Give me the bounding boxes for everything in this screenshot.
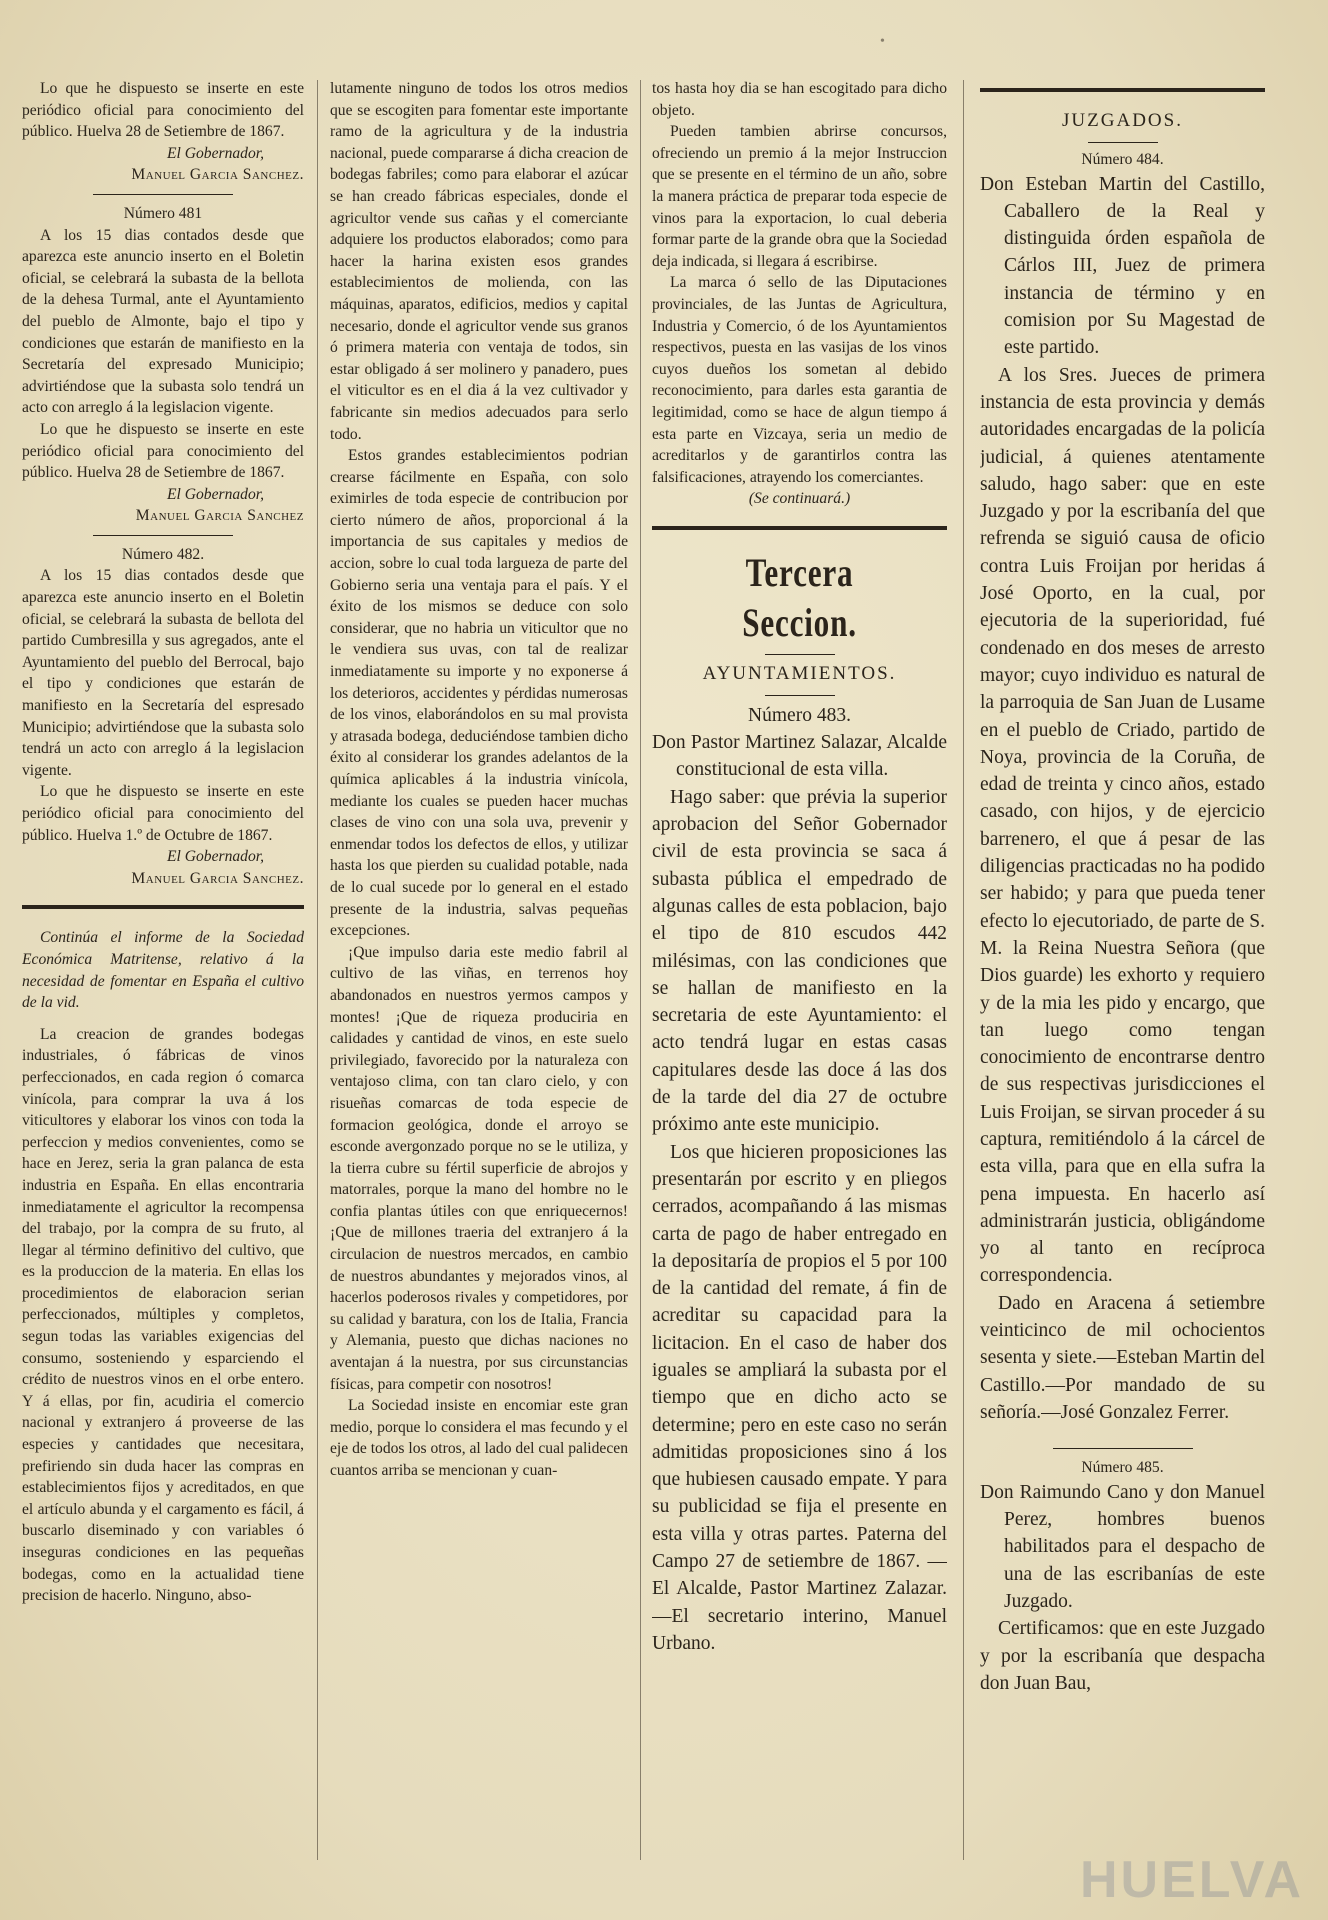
divider (765, 654, 835, 655)
paragraph: Hago saber: que prévia la superior aprobacion del Señor Gobernador civil de esta provincia se saca á subasta pública el empedrado de algunas calles de esta poblacion, bajo el tipo de 810 escudos 442 milésimas, con las condiciones que se hallan de manifiesto en la secretaria de este Ayuntamiento: el acto tendrá lugar en estas casas capitulares desde las doce á las dos de la tarde del dia 27 de octubre próximo ante este municipio. (652, 786, 947, 1136)
paragraph: ¡Que impulso daria este medio fabril al cultivo de las viñas, en terrenos hoy abandonados en nuestros yermos campos y montes! ¡Que de riqueza produciria en calidades y cantidad de vinos, en este suelo privilegiado, favorecido por la naturaleza con ventajoso clima, con tan claro cielo, y con risueñas comarcas de toda especie de formacion geológica, donde el arroyo se esconde avergonzado porque no se le utiliza, y la tierra cubre su fértil superficie de abrojos y matorrales, porque la mano del hombre no le confia plantas útiles con que enriquecernos! ¡Que de millones traeria del extranjero á la circulacion de nuestros mercados, en cambio de nuestros abundantes y mejorados vinos, al hacerlos poderosos rivales y competidores, por su calidad y baratura, con los de Italia, Francia y Alemania, puesto que dichas naciones no aventajan á la nuestra, por sus circunstancias físicas, para competir con nosotros! (330, 943, 628, 1393)
paragraph: Dado en Aracena á setiembre veinticinco de mil ochocientos sesenta y siete.—Esteban Martin del Castillo.—Por mandado de su señoría.—José Gonzalez Ferrer. (980, 1292, 1265, 1423)
paragraph: La creacion de grandes bodegas industriales, ó fábricas de vinos perfeccionados, en cada region ó comarca vinícola, para comprar la uva á los viticultores y elaborar los vinos con toda la perfeccion y medios convenientes, como se hace en Jerez, seria la gran palanca de esta industria en España. En ellas encontraria inmediatamente el agricultor la recompensa del trabajo, por la compra de su fruto, al llegar al término definitivo del cultivo, que es la produccion de la materia. En ellas los procedimientos de elaboracion serian perfeccionados, múltiples y completos, segun todas las variables exigencias del consumo, sosteniendo y esparciendo el crédito de nuestros vinos en el orbe entero. Y á ellas, por fin, acudiria el comercio nacional y extranjero á proveerse de las especies y cantidades que necesitara, prefiriendo sin duda hacer las compras en establecimientos fijos y acreditados, en que el artículo abunda y el cargamento es fácil, á buscarlo diseminado y con variables ó inseguras condiciones en las pequeñas bodegas, como en la actualidad tiene precision de hacerlo. Ninguno, abso- (22, 1025, 304, 1605)
notice-heading: Don Esteban Martin del Castillo, Caballero de la Real y distinguida órden española de Cárlos III, Juez de primera instancia de término y en comision por Su Magestad de este partido. (980, 173, 1265, 359)
paragraph: La Sociedad insiste en encomiar este gran medio, porque lo considera el mas fecundo y el eje de todos los otros, al lado del cual palidecen cuantos arriba se mencionan y cuan- (330, 1397, 628, 1479)
paragraph: Lo que he dispuesto se inserte en este periódico oficial para conocimiento del público. Huelva 28 de Setiembre de 1867. (22, 80, 304, 141)
notice-heading: Don Raimundo Cano y don Manuel Perez, hombres buenos habilitados para el despacho de una de las escribanías de este Juzgado. (980, 1481, 1265, 1613)
divider (93, 194, 233, 195)
paragraph: lutamente ninguno de todos los otros medios que se escogiten para fomentar este importante ramo de la agricultura y de la industria nacional, puede compararse á dicha creacion de bodegas fabriles; como para elaborar el azúcar se han creado fábricas especiales, donde el agricultor vende sus cañas y el comerciante adquiere los productos elaborados; como para hacer la harina existen esos grandes establecimientos de molienda, con las máquinas, aparatos, edificios, medios y capital necesario, donde el agricultor vende sus granos ó primera materia con ventaja de todos, sin estar obligado á ser molinero y panadero, pues el viticultor es en el dia á la vez cultivador y fabricante sin medios adecuados para serlo todo. (330, 80, 628, 443)
column-rule (963, 80, 964, 1860)
paragraph: Los que hicieren proposiciones las presentarán por escrito y en pliegos cerrados, acompañando á las mismas carta de pago de haber entregado en la depositaría de propios el 5 por 100 de la cantidad del remate, á fin de acreditar su capacidad para la licitacion. En el caso de haber dos iguales se ampliará la subasta por el tiempo que en dicho acto se determine; pero en este caso no serán admitidas proposiciones sino á los que hubiesen causado empate. Y para su publicidad se fija el presente en esta villa y otras partes. Paterna del Campo 27 de setiembre de 1867. —El Alcalde, Pastor Martinez Zalazar.—El secretario interino, Manuel Urbano. (652, 1141, 947, 1654)
section-divider (980, 88, 1265, 92)
paragraph: Lo que he dispuesto se inserte en este periódico oficial para conocimiento del público. Huelva 28 de Setiembre de 1867. (22, 420, 304, 482)
notice-number: Número 485. (1081, 1459, 1164, 1477)
paragraph: A los 15 dias contados desde que aparezca este anuncio inserto en el Boletin oficial, se celebrará la subasta de bellota del partido Cumbresilla y sus agregados, ante el Ayuntamiento del pueblo del Berrocal, bajo el tipo y condiciones que estarán de manifiesto en la Secretaría del espresado Municipio; advirtiéndose que la subasta solo tendrá un acto con arreglo á la legislacion vigente. (22, 567, 304, 779)
notice-number: Número 484. (1081, 151, 1164, 168)
paragraph: Estos grandes establecimientos podrian crearse fácilmente en España, con solo eximirles de toda especie de contribucion por cierto número de años, proporcional á la importancia de sus capitales y medios de accion, sobre lo cual toda largueza de parte del Gobierno seria una ventaja para el país. Y el éxito de los mismos se deduce con solo considerar, que no habria un viticultor que no le vendiera sus uvas, con tal de realizar inmediatamente su importe y no exponerse á los deterioros, accidentes y pérdidas numerosas de los vinos, elaborándolos en su mal provista y atrasada bodega, deduciéndose tambien dicho éxito al considerar los grandes adelantos de la química aplicables á la industria vinícola, mediante los cuales se pueden hacer muchas clases de vino con una sola uva, prevenir y enmendar todos los defectos de ellos, y utilizar hasta los que pierden su cualidad potable, nada de lo cual sucede por lo general en el estado presente de la industria, salvas pequeñas excepciones. (330, 447, 628, 940)
signature-name: Manuel Garcia Sanchez. (131, 166, 304, 184)
divider (1053, 1448, 1193, 1449)
notice-heading: Don Pastor Martinez Salazar, Alcalde constitucional de esta villa. (652, 732, 947, 781)
paragraph: A los 15 dias contados desde que aparezca este anuncio inserto en el Boletin oficial, se celebrará la subasta de la bellota de la dehesa Turmal, ante el Ayuntamiento del pueblo de Almonte, bajo el tipo y condiciones que estarán de manifiesto en la Secretaría del expresado Municipio; advirtiéndose que la subasta solo tendrá un acto con arreglo á la legislacion vigente. (22, 226, 304, 417)
signature-title: El Gobernador, (166, 848, 264, 866)
subsection-title: JUZGADOS. (1062, 110, 1183, 131)
section-divider (22, 905, 304, 909)
column-3 (652, 78, 947, 1900)
subsection-title: AYUNTAMIENTOS. (702, 662, 897, 684)
notice-number: Número 481 (123, 204, 203, 222)
article-heading: Continúa el informe de la Sociedad Económica Matritense, relativo á la necesidad de fomentar en España el cultivo de la vid. (22, 929, 304, 1012)
signature-title: El Gobernador, (166, 144, 264, 162)
divider (765, 695, 835, 696)
column-1 (22, 78, 304, 1900)
page-mark: • (880, 34, 885, 49)
paragraph: Pueden tambien abrirse concursos, ofreciendo un premio á la mejor Instruccion que se presente en el término de un año, sobre la manera práctica de preparar toda especie de vinos para la exportacion, lo cual deberia formar parte de la grande obra que la Sociedad deja indicada, si llegara á escribirse. (652, 123, 947, 270)
divider (1088, 142, 1158, 143)
watermark-logo: HUELVA (1080, 1851, 1305, 1909)
continuation-note: (Se continuará.) (748, 490, 851, 508)
signature-name: Manuel Garcia Sanchez. (131, 869, 304, 887)
column-4 (980, 78, 1265, 1900)
section-title: Tercera Seccion. (742, 549, 857, 645)
column-rule (317, 80, 318, 1860)
signature-title: El Gobernador, (166, 485, 264, 503)
paragraph: Lo que he dispuesto se inserte en este periódico oficial para conocimiento del público. Huelva 1.º de Octubre de 1867. (22, 783, 304, 844)
signature-name: Manuel Garcia Sanchez (135, 507, 304, 525)
paragraph: tos hasta hoy dia se han escogitado para dicho objeto. (652, 80, 947, 119)
column-rule (640, 80, 641, 1860)
paragraph: Certificamos: que en este Juzgado y por la escribanía que despacha don Juan Bau, (980, 1618, 1265, 1694)
paragraph: La marca ó sello de las Diputaciones provinciales, de las Juntas de Agricultura, Industria y Comercio, ó de los Ayuntamientos respectivos, puesta en las vasijas de los vinos cuyos dueños los sometan al debido reconocimiento, para darles esta garantia de legitimidad, como se hace de algun tiempo á esta parte en Vizcaya, seria un medio de acreditarlos y de garantirlos contra las falsificaciones, atrayendo los comerciantes. (652, 274, 947, 486)
paragraph: A los Sres. Jueces de primera instancia de esta provincia y demás autoridades encargadas de la policía judicial, á quienes atentamente saludo, hago saber: que en este Juzgado y por la escribanía del que refrenda se siguió causa de oficio contra Luis Froijan por heridas á José Oporto, en la cual, por ejecutoria de la superioridad, fué condenado en dos meses de arresto mayor; cuyo individuo es natural de la parroquia de San Juan de Lusame en el pueblo de Criado, partido de Noya, provincia de la Coruña, de edad de treinta y cinco años, estado casado, con hijos, y de ejercicio barrenero, el que á pesar de las diligencias practicadas no ha podido ser habido; y para que pueda tener efecto lo ejecutoriado, de parte de S. M. la Reina Nuestra Señora (que Dios guarde) les exhorto y requiero y de la mia les pido y encargo, que tan luego como tengan conocimiento de encontrarse dentro de sus respectivas jurisdicciones el Luis Froijan, se sirvan proceder á su captura, remitiéndolo á la cárcel de esta villa, para que en ella sufra la pena impuesta. En hacerlo así administrarán justicia, obligándome yo al tanto en recíproca correspondencia. (980, 364, 1265, 1287)
divider (93, 535, 233, 536)
section-divider (652, 526, 947, 530)
notice-number: Número 482. (121, 545, 205, 563)
column-2 (330, 78, 628, 1900)
notice-number: Número 483. (748, 704, 851, 726)
